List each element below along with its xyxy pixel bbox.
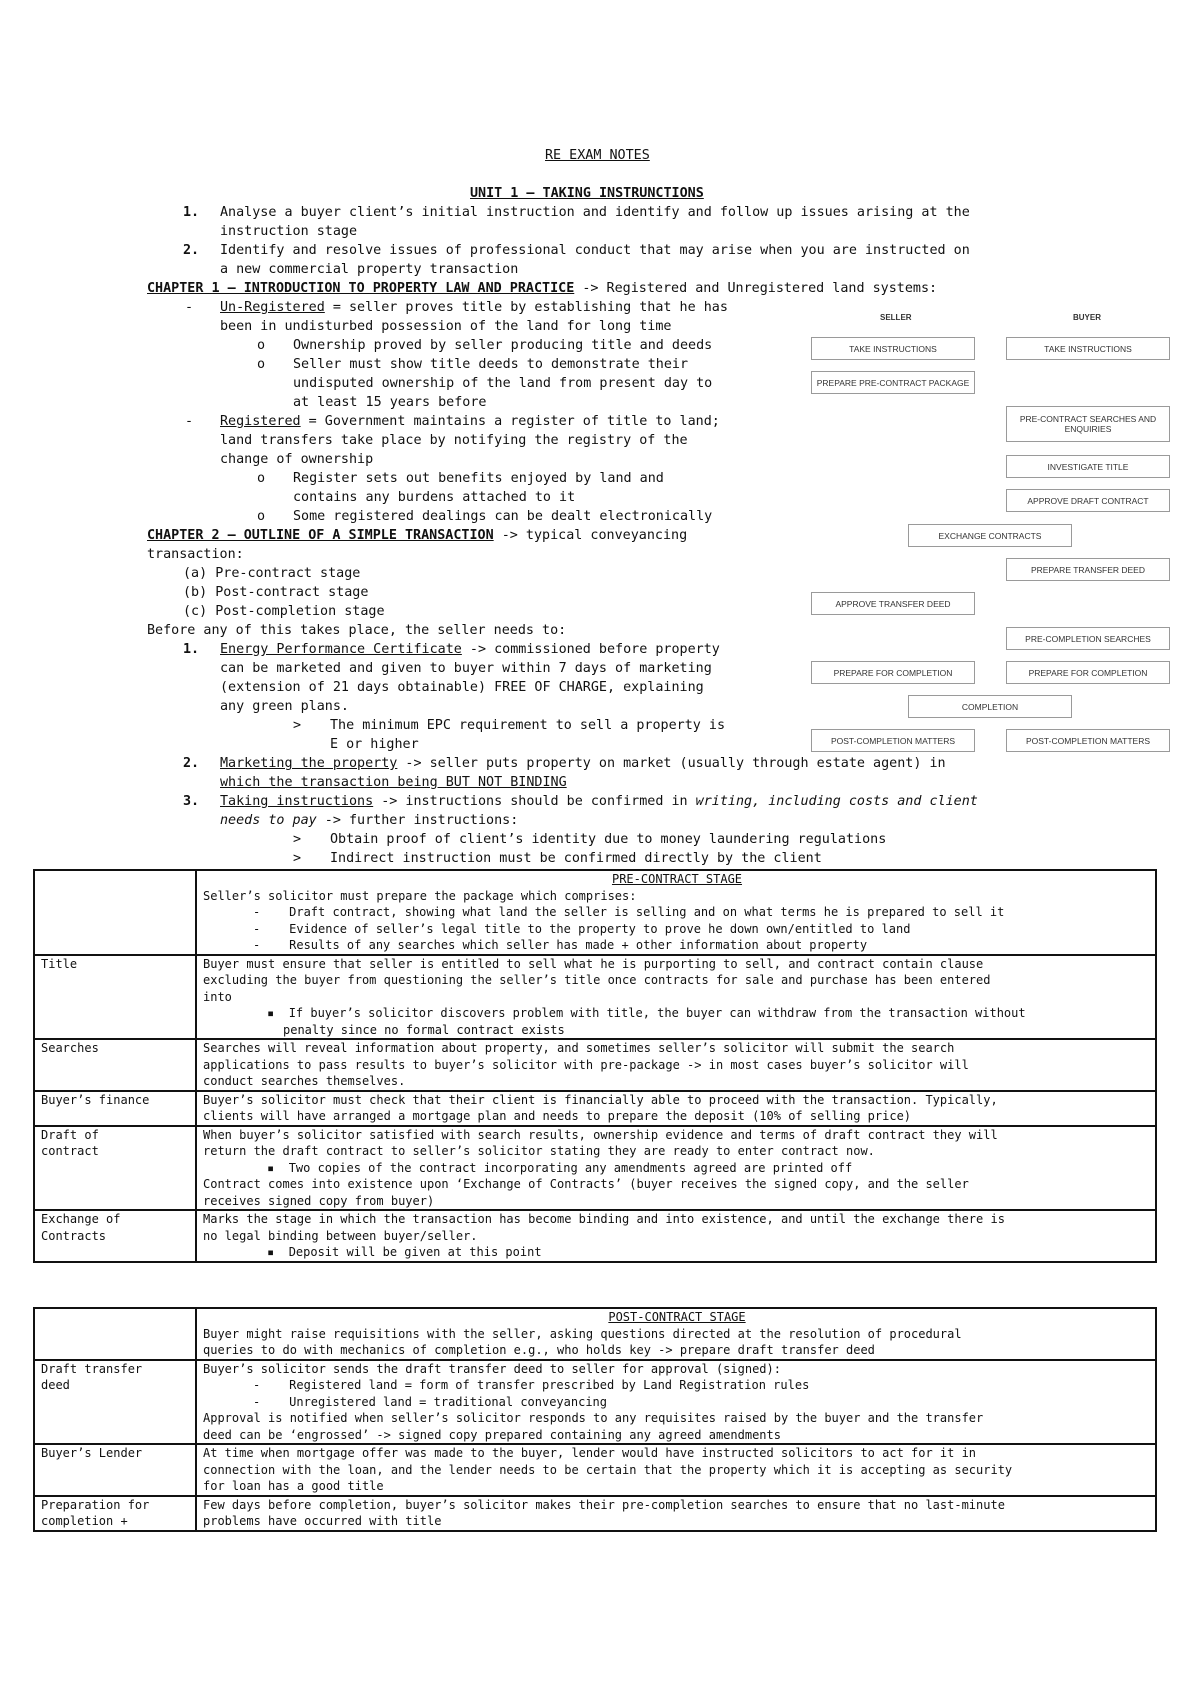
cell-line: applications to pass results to buyer’s solicitor with pre-package -> in most cases buyer’s solicitor will: [203, 1057, 969, 1072]
bullet-circle: o: [257, 509, 266, 524]
table-cell: [196, 1126, 1156, 1211]
bullet-arrow: >: [293, 832, 302, 847]
flow-box: PREPARE TRANSFER DEED: [1006, 558, 1170, 581]
flow-box: EXCHANGE CONTRACTS: [908, 524, 1072, 547]
table-cell: [196, 1039, 1156, 1091]
list-number: 2.: [183, 756, 200, 771]
flow-box: PREPARE FOR COMPLETION: [1006, 661, 1170, 684]
cell-line: for loan has a good title: [203, 1479, 384, 1493]
table-row: [34, 1126, 1156, 1211]
flow-box: PRE-COMPLETION SEARCHES: [1006, 627, 1170, 650]
registered-line: [220, 412, 720, 431]
table-cell: [196, 1496, 1156, 1531]
list-number: 1.: [183, 642, 200, 657]
unregistered-text: = seller proves title by establishing that he has: [324, 300, 728, 315]
cell-line: problems have occurred with title: [203, 1514, 442, 1528]
cell-line: Approval is notified when seller’s solicitor responds to any requisites raised by the buyer and the transfer: [203, 1411, 984, 1425]
cell-line: Marks the stage in which the transaction has become binding and into existence, and until the exchange there is: [203, 1212, 1005, 1226]
epc-text: (extension of 21 days obtainable) FREE OF CHARGE, explaining: [220, 680, 704, 695]
flow-box: COMPLETION: [908, 695, 1072, 718]
table-row: [34, 1496, 1156, 1531]
list-item: ▪ Two copies of the contract incorporating any amendments agreed are printed off: [267, 1160, 853, 1175]
document-title: RE EXAM NOTES: [545, 148, 650, 163]
registered-sub: Register sets out benefits enjoyed by land and: [293, 471, 664, 486]
flow-box: POST-COMPLETION MATTERS: [1006, 729, 1170, 752]
registered-text: land transfers take place by notifying the registry of the: [220, 433, 688, 448]
bullet-arrow: >: [293, 851, 302, 866]
table-cell: [196, 1360, 1156, 1445]
row-label-line: Draft transfer: [41, 1361, 143, 1376]
marketing-text: which the transaction being BUT NOT BINDING: [220, 775, 567, 790]
registered-term: Registered: [220, 414, 301, 429]
cell-line: queries to do with mechanics of completion e.g., who holds key -> prepare draft transfer deed: [203, 1343, 875, 1357]
bullet-circle: o: [257, 471, 266, 486]
pre-contract-heading: PRE-CONTRACT STAGE: [611, 872, 743, 886]
unregistered-sub: Ownership proved by seller producing title and deeds: [293, 338, 713, 353]
list-item: - Unregistered land = traditional conveyancing: [253, 1394, 608, 1409]
row-label: Buyer’s Lender: [34, 1444, 196, 1496]
cell-line: When buyer’s solicitor satisfied with search results, ownership evidence and terms of draft contract they will: [203, 1127, 998, 1142]
taking-line: [220, 792, 978, 811]
taking-text: -> instructions should be confirmed in: [373, 794, 696, 809]
list-item-text: Deposit will be given at this point: [288, 1245, 542, 1259]
outcome-number: 1.: [183, 205, 200, 220]
registered-text: = Government maintains a register of title to land;: [300, 414, 720, 429]
pre-contract-intro: Seller’s solicitor must prepare the package which comprises:: [203, 888, 637, 903]
bullet-dash: -: [185, 300, 194, 315]
list-item-text: Registered land = form of transfer prescribed by Land Registration rules: [289, 1378, 810, 1392]
list-item-text: Two copies of the contract incorporating any amendments agreed are printed off: [288, 1160, 853, 1175]
unit-heading: UNIT 1 – TAKING INSTRUNCTIONS: [470, 186, 704, 201]
outcome-text: instruction stage: [220, 224, 358, 239]
outcome-number: 2.: [183, 243, 200, 258]
table-cell: [196, 1444, 1156, 1496]
table-cell: [196, 1091, 1156, 1126]
list-item: ▪ Deposit will be given at this point: [267, 1245, 542, 1259]
flow-box: PREPARE PRE-CONTRACT PACKAGE: [811, 371, 975, 394]
chapter-1-tail: -> Registered and Unregistered land systems:: [574, 281, 938, 296]
table-row: [34, 870, 1156, 955]
cell-line: into: [203, 989, 232, 1004]
chapter-2-tail: -> typical conveyancing: [493, 528, 688, 543]
list-item: - Results of any searches which seller has made + other information about property: [253, 938, 868, 952]
outcome-text: Identify and resolve issues of professional conduct that may arise when you are instructed on: [220, 243, 970, 258]
row-label-line: Preparation for: [41, 1497, 150, 1512]
table-row: [34, 955, 1156, 1040]
bullet-arrow: >: [293, 718, 302, 733]
cell-line: excluding the buyer from questioning the seller’s title once contracts for sale and purchase has been entered: [203, 973, 991, 987]
chapter-1-line: [147, 279, 937, 298]
table-row: [34, 1210, 1156, 1262]
epc-text: can be marketed and given to buyer within 7 days of marketing: [220, 661, 712, 676]
list-item: - Registered land = form of transfer prescribed by Land Registration rules: [253, 1378, 810, 1392]
table-row: [34, 1091, 1156, 1126]
table-cell: [196, 870, 1156, 955]
taking-sub: Indirect instruction must be confirmed directly by the client: [330, 851, 822, 866]
row-label: [34, 1210, 196, 1262]
unregistered-sub: at least 15 years before: [293, 395, 487, 410]
cell-line: Buyer might raise requisitions with the seller, asking questions directed at the resolution of procedural: [203, 1326, 962, 1341]
bullet-dash: -: [185, 414, 194, 429]
marketing-text: -> seller puts property on market (usually through estate agent) in: [397, 756, 946, 771]
cell-line: clients will have arranged a mortgage plan and needs to prepare the deposit (10% of selling price): [203, 1109, 912, 1123]
table-cell: [34, 1308, 196, 1360]
row-label-line: Exchange of: [41, 1212, 121, 1226]
post-contract-table: [33, 1307, 1157, 1532]
table-row: [34, 1308, 1156, 1360]
list-item: ▪ If buyer’s solicitor discovers problem with title, the buyer can withdraw from the transaction without: [267, 1006, 1026, 1020]
cell-line: conduct searches themselves.: [203, 1074, 406, 1088]
cell-line: receives signed copy from buyer): [203, 1193, 435, 1208]
row-label: [34, 1496, 196, 1531]
cell-line: connection with the loan, and the lender needs to be certain that the property which it is accepting as security: [203, 1462, 1013, 1477]
marketing-term: Marketing the property: [220, 756, 398, 771]
pre-contract-table: [33, 869, 1157, 1263]
cell-line: Buyer must ensure that seller is entitled to sell what he is purporting to sell, and contract contain clause: [203, 956, 984, 971]
row-label: Title: [34, 955, 196, 1040]
marketing-line: [220, 754, 946, 773]
flow-box: APPROVE DRAFT CONTRACT: [1006, 489, 1170, 512]
table-row: [34, 1039, 1156, 1091]
list-item-text: Draft contract, showing what land the seller is selling and on what terms he is prepared to sell it: [289, 905, 1005, 919]
flow-box: TAKE INSTRUCTIONS: [811, 337, 975, 360]
list-item-text: Unregistered land = traditional conveyancing: [289, 1394, 608, 1409]
row-label-line: Draft of: [41, 1127, 99, 1142]
row-label-line: contract: [41, 1144, 99, 1158]
taking-term: Taking instructions: [220, 794, 374, 809]
epc-text: -> commissioned before property: [461, 642, 720, 657]
flow-seller-heading: SELLER: [880, 313, 912, 322]
stage-item: (c) Post-completion stage: [183, 604, 385, 619]
bullet-circle: o: [257, 357, 266, 372]
list-item: - Draft contract, showing what land the seller is selling and on what terms he is prepared to sell it: [253, 905, 1005, 919]
epc-term: Energy Performance Certificate: [220, 642, 462, 657]
taking-line-2: [220, 811, 518, 830]
cell-line: Contract comes into existence upon ‘Exchange of Contracts’ (buyer receives the signed copy, and the seller: [203, 1177, 969, 1191]
epc-text: any green plans.: [220, 699, 349, 714]
stage-item: (b) Post-contract stage: [183, 585, 369, 600]
taking-sub: Obtain proof of client’s identity due to money laundering regulations: [330, 832, 887, 847]
bullet-circle: o: [257, 338, 266, 353]
cell-line: Searches will reveal information about property, and sometimes seller’s solicitor will submit the search: [203, 1041, 955, 1055]
table-row: [34, 1444, 1156, 1496]
registered-sub: contains any burdens attached to it: [293, 490, 576, 505]
row-label: Buyer’s finance: [34, 1091, 196, 1126]
flow-buyer-heading: BUYER: [1073, 313, 1102, 322]
registered-sub: Some registered dealings can be dealt electronically: [293, 509, 713, 524]
taking-text: -> further instructions:: [316, 813, 519, 828]
cell-line: deed can be ‘engrossed’ -> signed copy prepared containing any agreed amendments: [203, 1427, 781, 1442]
list-item-text: Evidence of seller’s legal title to the property to prove he down own/entitled to land: [289, 921, 911, 936]
row-label: [34, 1126, 196, 1211]
list-item-text: Results of any searches which seller has made + other information about property: [289, 938, 868, 952]
flow-box: INVESTIGATE TITLE: [1006, 455, 1170, 478]
table-row: [34, 1360, 1156, 1445]
list-number: 3.: [183, 794, 200, 809]
registered-text: change of ownership: [220, 452, 374, 467]
flow-box: TAKE INSTRUCTIONS: [1006, 337, 1170, 360]
chapter-2-heading: CHAPTER 2 – OUTLINE OF A SIMPLE TRANSACTION: [147, 528, 494, 543]
taking-text-italic: needs to pay: [220, 813, 317, 828]
unregistered-term: Un-Registered: [220, 300, 325, 315]
flow-box: PREPARE FOR COMPLETION: [811, 661, 975, 684]
table-cell: [196, 1210, 1156, 1262]
unregistered-line: [220, 298, 728, 317]
table-cell: [34, 870, 196, 955]
chapter-2-line: [147, 526, 687, 545]
unregistered-sub: undisputed ownership of the land from present day to: [293, 376, 713, 391]
stage-item: (a) Pre-contract stage: [183, 566, 361, 581]
flow-box: PRE-CONTRACT SEARCHES AND ENQUIRIES: [1006, 406, 1170, 442]
unregistered-text: been in undisturbed possession of the land for long time: [220, 319, 672, 334]
post-contract-heading: POST-CONTRACT STAGE: [608, 1310, 746, 1324]
cell-line: Few days before completion, buyer’s solicitor makes their pre-completion searches to ensure that no last-minute: [203, 1497, 1005, 1512]
row-label-line: Contracts: [41, 1228, 107, 1243]
cell-line: Buyer’s solicitor must check that their client is financially able to proceed with the transaction. Typically,: [203, 1092, 998, 1107]
outcome-text: Analyse a buyer client’s initial instruction and identify and follow up issues arising at the: [220, 205, 970, 220]
cell-line: At time when mortgage offer was made to the buyer, lender would have instructed solicitors to act for it in: [203, 1446, 977, 1460]
row-label: [34, 1360, 196, 1445]
table-cell: [196, 1308, 1156, 1360]
cell-line: penalty since no formal contract exists: [283, 1022, 565, 1037]
cell-line: Buyer’s solicitor sends the draft transfer deed to seller for approval (signed):: [203, 1361, 781, 1376]
list-item-text: If buyer’s solicitor discovers problem with title, the buyer can withdraw from the transaction without: [288, 1006, 1026, 1020]
table-cell: [196, 955, 1156, 1040]
chapter-2-text: transaction:: [147, 547, 244, 562]
epc-sub: The minimum EPC requirement to sell a property is: [330, 718, 726, 733]
row-label-line: completion +: [41, 1514, 128, 1528]
epc-line: [220, 640, 720, 659]
taking-text-italic: writing, including costs and client: [695, 794, 978, 809]
cell-line: return the draft contract to seller’s solicitor stating they are ready to enter contract now.: [203, 1144, 875, 1158]
row-label: Searches: [34, 1039, 196, 1091]
flow-box: POST-COMPLETION MATTERS: [811, 729, 975, 752]
list-item: - Evidence of seller’s legal title to the property to prove he down own/entitled to land: [253, 921, 911, 936]
unregistered-sub: Seller must show title deeds to demonstrate their: [293, 357, 689, 372]
row-label-line: deed: [41, 1378, 70, 1392]
outcome-text: a new commercial property transaction: [220, 262, 519, 277]
flow-box: APPROVE TRANSFER DEED: [811, 592, 975, 615]
before-text: Before any of this takes place, the seller needs to:: [147, 623, 567, 638]
cell-line: no legal binding between buyer/seller.: [203, 1228, 478, 1243]
chapter-1-heading: CHAPTER 1 – INTRODUCTION TO PROPERTY LAW AND PRACTICE: [147, 281, 575, 296]
epc-sub: E or higher: [330, 737, 419, 752]
